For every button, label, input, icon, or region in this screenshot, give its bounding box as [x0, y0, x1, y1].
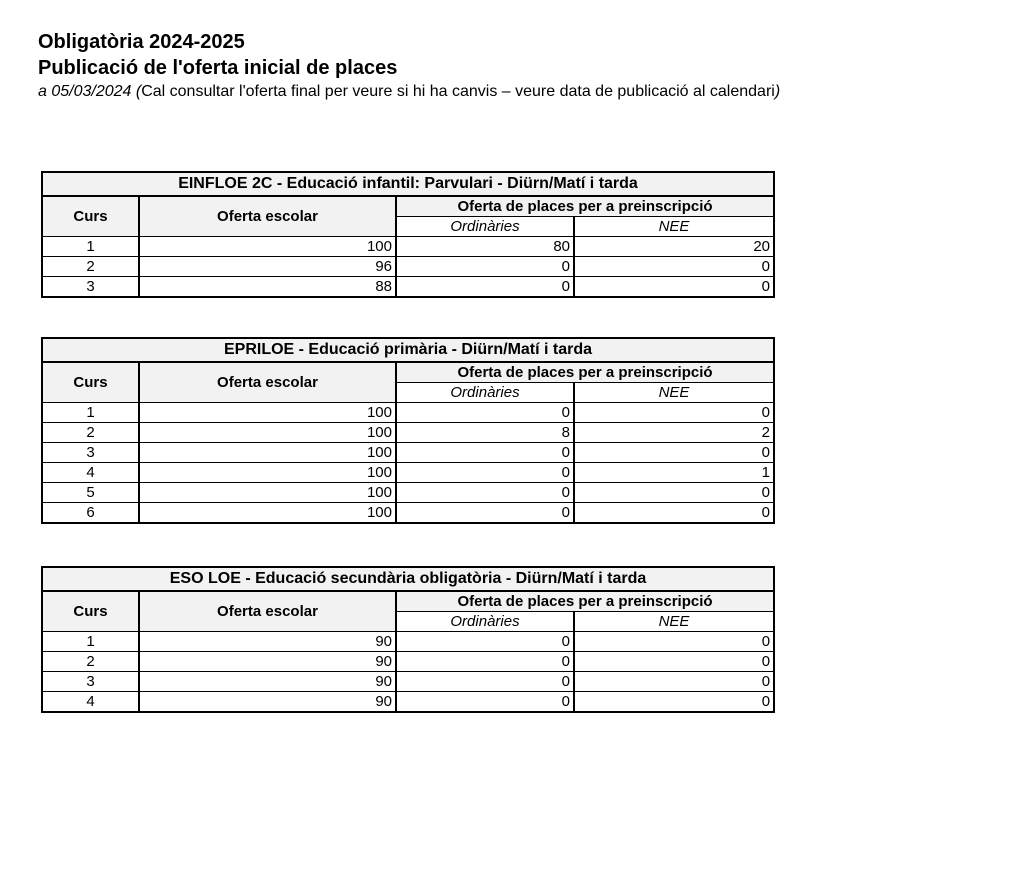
col-header-ordinaries: Ordinàries	[396, 612, 574, 632]
cell-oferta-escolar: 100	[139, 423, 396, 443]
cell-oferta-escolar: 100	[139, 403, 396, 423]
cell-curs: 6	[42, 503, 139, 524]
cell-nee: 2	[574, 423, 774, 443]
cell-nee: 0	[574, 257, 774, 277]
cell-nee: 1	[574, 463, 774, 483]
cell-curs: 4	[42, 463, 139, 483]
cell-curs: 2	[42, 652, 139, 672]
offer-table-body	[42, 338, 774, 523]
cell-curs: 3	[42, 443, 139, 463]
cell-ordinaries: 8	[396, 423, 574, 443]
publication-note	[38, 82, 998, 102]
offer-table-eso	[41, 566, 775, 713]
header-row	[42, 196, 774, 217]
cell-ordinaries: 0	[396, 503, 574, 524]
publication-note-text: Cal consultar l'oferta final per veure si hi ha canvis – veure data de publicació al calendari	[141, 83, 775, 100]
header-row	[42, 362, 774, 383]
col-header-nee: NEE	[574, 217, 774, 237]
cell-ordinaries: 0	[396, 672, 574, 692]
cell-nee: 0	[574, 503, 774, 524]
col-header-oferta-places: Oferta de places per a preinscripció	[396, 362, 774, 383]
offer-table-infantil	[41, 171, 775, 298]
cell-nee: 0	[574, 692, 774, 713]
cell-nee: 20	[574, 237, 774, 257]
table-row	[42, 672, 774, 692]
table-title: ESO LOE - Educació secundària obligatòria - Diürn/Matí i tarda	[42, 567, 774, 591]
table-row	[42, 503, 774, 524]
publication-date: a 05/03/2024	[38, 83, 132, 100]
table-row	[42, 652, 774, 672]
offer-table-body	[42, 172, 774, 297]
cell-ordinaries: 0	[396, 632, 574, 652]
cell-oferta-escolar: 96	[139, 257, 396, 277]
cell-ordinaries: 0	[396, 692, 574, 713]
cell-oferta-escolar: 88	[139, 277, 396, 298]
paren-close: )	[774, 83, 781, 100]
table-title: EPRILOE - Educació primària - Diürn/Matí i tarda	[42, 338, 774, 362]
cell-nee: 0	[574, 277, 774, 298]
col-header-oferta-escolar: Oferta escolar	[139, 591, 396, 632]
table-row	[42, 443, 774, 463]
col-header-ordinaries: Ordinàries	[396, 217, 574, 237]
cell-oferta-escolar: 90	[139, 652, 396, 672]
cell-curs: 2	[42, 423, 139, 443]
col-header-nee: NEE	[574, 383, 774, 403]
cell-nee: 0	[574, 652, 774, 672]
cell-curs: 4	[42, 692, 139, 713]
document-header	[38, 29, 998, 102]
cell-oferta-escolar: 100	[139, 483, 396, 503]
cell-curs: 5	[42, 483, 139, 503]
cell-ordinaries: 80	[396, 237, 574, 257]
col-header-ordinaries: Ordinàries	[396, 383, 574, 403]
cell-nee: 0	[574, 672, 774, 692]
page-title: Obligatòria 2024-2025	[38, 31, 245, 53]
col-header-oferta-places: Oferta de places per a preinscripció	[396, 591, 774, 612]
table-row	[42, 463, 774, 483]
cell-nee: 0	[574, 632, 774, 652]
col-header-curs: Curs	[42, 362, 139, 403]
cell-ordinaries: 0	[396, 443, 574, 463]
cell-nee: 0	[574, 483, 774, 503]
cell-ordinaries: 0	[396, 483, 574, 503]
cell-oferta-escolar: 100	[139, 503, 396, 524]
col-header-nee: NEE	[574, 612, 774, 632]
table-row	[42, 277, 774, 298]
cell-curs: 1	[42, 403, 139, 423]
table-row	[42, 237, 774, 257]
table-title-row	[42, 172, 774, 196]
table-row	[42, 692, 774, 713]
cell-curs: 2	[42, 257, 139, 277]
col-header-curs: Curs	[42, 591, 139, 632]
table-row	[42, 257, 774, 277]
table-title-row	[42, 338, 774, 362]
offer-table-primaria	[41, 337, 775, 524]
cell-curs: 1	[42, 632, 139, 652]
table-title-row	[42, 567, 774, 591]
header-row	[42, 591, 774, 612]
cell-ordinaries: 0	[396, 403, 574, 423]
cell-ordinaries: 0	[396, 652, 574, 672]
cell-ordinaries: 0	[396, 463, 574, 483]
table-row	[42, 423, 774, 443]
cell-oferta-escolar: 90	[139, 632, 396, 652]
cell-oferta-escolar: 100	[139, 237, 396, 257]
cell-nee: 0	[574, 443, 774, 463]
paren-open: (	[131, 83, 142, 100]
cell-oferta-escolar: 90	[139, 692, 396, 713]
table-title: EINFLOE 2C - Educació infantil: Parvulari - Diürn/Matí i tarda	[42, 172, 774, 196]
cell-oferta-escolar: 100	[139, 463, 396, 483]
col-header-oferta-escolar: Oferta escolar	[139, 196, 396, 237]
offer-table-body	[42, 567, 774, 712]
page-subtitle: Publicació de l'oferta inicial de places	[38, 57, 398, 79]
cell-curs: 1	[42, 237, 139, 257]
cell-ordinaries: 0	[396, 257, 574, 277]
table-row	[42, 483, 774, 503]
col-header-curs: Curs	[42, 196, 139, 237]
cell-oferta-escolar: 90	[139, 672, 396, 692]
cell-ordinaries: 0	[396, 277, 574, 298]
table-row	[42, 403, 774, 423]
col-header-oferta-places: Oferta de places per a preinscripció	[396, 196, 774, 217]
cell-curs: 3	[42, 277, 139, 298]
col-header-oferta-escolar: Oferta escolar	[139, 362, 396, 403]
cell-nee: 0	[574, 403, 774, 423]
cell-curs: 3	[42, 672, 139, 692]
cell-oferta-escolar: 100	[139, 443, 396, 463]
table-row	[42, 632, 774, 652]
